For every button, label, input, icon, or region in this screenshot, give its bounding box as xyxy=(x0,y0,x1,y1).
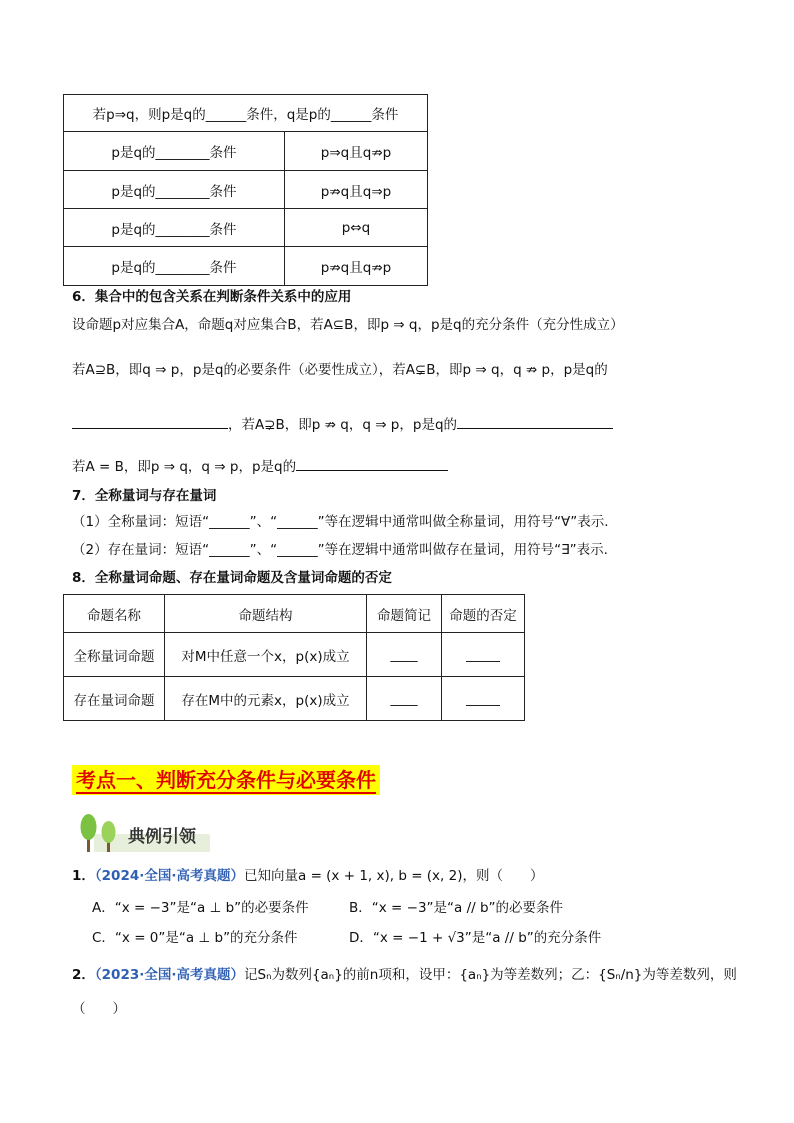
quantifier-name: 全称量词命题 xyxy=(64,633,165,677)
quantifier-short: ____ xyxy=(367,677,442,721)
section-6-line-1: 设命题p对应集合A，命题q对应集合B，若A⊆B，即p ⇒ q，p是q的充分条件（充分性成立） xyxy=(72,317,624,333)
banner-title: 典例引领 xyxy=(128,827,196,847)
section-6-line-3 xyxy=(72,414,613,435)
section-6-line-3-text: ，若A⊋B，即p ⇏ q，q ⇒ p，p是q的 xyxy=(228,417,458,433)
section-6-title: 6．集合中的包含关系在判断条件关系中的应用 xyxy=(72,289,352,305)
tree-icon xyxy=(76,812,126,854)
answer-blank[interactable] xyxy=(457,414,613,429)
condition-cell: p是q的________条件 xyxy=(64,247,285,286)
section-heading xyxy=(72,765,380,795)
condition-relation: p⇏q且q⇏p xyxy=(285,247,428,286)
condition-table xyxy=(63,94,428,286)
question-2-stem xyxy=(72,965,737,985)
section-6-line-2: 若A⊇B，即q ⇒ p，p是q的必要条件（必要性成立），若A⊊B，即p ⇒ q，q ⇏ p，p是q的 xyxy=(72,362,608,378)
question-text: 已知向量a = (x + 1, x), b = (x, 2)，则（ ） xyxy=(244,868,544,884)
section-6-line-4 xyxy=(72,456,448,477)
quantifier-negation: _____ xyxy=(442,633,525,677)
quantifier-structure: 对M中任意一个x，p(x)成立 xyxy=(165,633,367,677)
condition-table-header: 若p⇒q，则p是q的______条件，q是p的______条件 xyxy=(64,95,428,132)
example-banner xyxy=(76,812,210,854)
quantifier-negation: _____ xyxy=(442,677,525,721)
option-a[interactable]: A．“x = −3”是“a ⊥ b”的必要条件 xyxy=(92,900,309,916)
section-8-title: 8．全称量词命题、存在量词命题及含量词命题的否定 xyxy=(72,570,392,586)
quantifier-table xyxy=(63,594,525,721)
quantifier-header: 命题简记 xyxy=(367,595,442,633)
condition-cell: p是q的________条件 xyxy=(64,209,285,247)
quantifier-header: 命题的否定 xyxy=(442,595,525,633)
question-number: 1． xyxy=(72,868,95,884)
question-source: （2024·全国·高考真题） xyxy=(94,868,244,884)
quantifier-header: 命题结构 xyxy=(165,595,367,633)
quantifier-structure: 存在M中的元素x，p(x)成立 xyxy=(165,677,367,721)
condition-relation: p⇒q且q⇏p xyxy=(285,132,428,171)
option-c[interactable]: C．“x = 0”是“a ⊥ b”的充分条件 xyxy=(92,930,298,946)
answer-blank[interactable] xyxy=(72,414,228,429)
question-2-answer-paren[interactable]: （ ） xyxy=(72,1001,126,1017)
condition-cell: p是q的________条件 xyxy=(64,132,285,171)
section-heading-text: 考点一、判断充分条件与必要条件 xyxy=(76,768,376,792)
quantifier-header: 命题名称 xyxy=(64,595,165,633)
question-1-stem xyxy=(72,866,544,886)
condition-relation: p⇏q且q⇒p xyxy=(285,171,428,209)
section-7-line-1: （1）全称量词：短语“______”、“______”等在逻辑中通常叫做全称量词，用符号“∀”表示. xyxy=(72,514,609,530)
section-7-title: 7．全称量词与存在量词 xyxy=(72,488,217,504)
question-number: 2． xyxy=(72,967,95,983)
section-6-line-4-text: 若A = B，即p ⇒ q，q ⇒ p，p是q的 xyxy=(72,459,297,475)
section-7-line-2: （2）存在量词：短语“______”、“______”等在逻辑中通常叫做存在量词，用符号“∃”表示. xyxy=(72,542,608,558)
option-d[interactable]: D．“x = −1 + √3”是“a // b”的充分条件 xyxy=(349,930,602,946)
quantifier-short: ____ xyxy=(367,633,442,677)
option-b[interactable]: B．“x = −3”是“a // b”的必要条件 xyxy=(349,900,564,916)
question-source: （2023·全国·高考真题） xyxy=(94,967,244,983)
question-text: 记Sₙ为数列{aₙ}的前n项和，设甲：{aₙ}为等差数列；乙：{Sₙ/n}为等差数列，则 xyxy=(244,967,737,983)
answer-blank[interactable] xyxy=(296,456,448,471)
quantifier-name: 存在量词命题 xyxy=(64,677,165,721)
condition-cell: p是q的________条件 xyxy=(64,171,285,209)
condition-relation: p⇔q xyxy=(285,209,428,247)
